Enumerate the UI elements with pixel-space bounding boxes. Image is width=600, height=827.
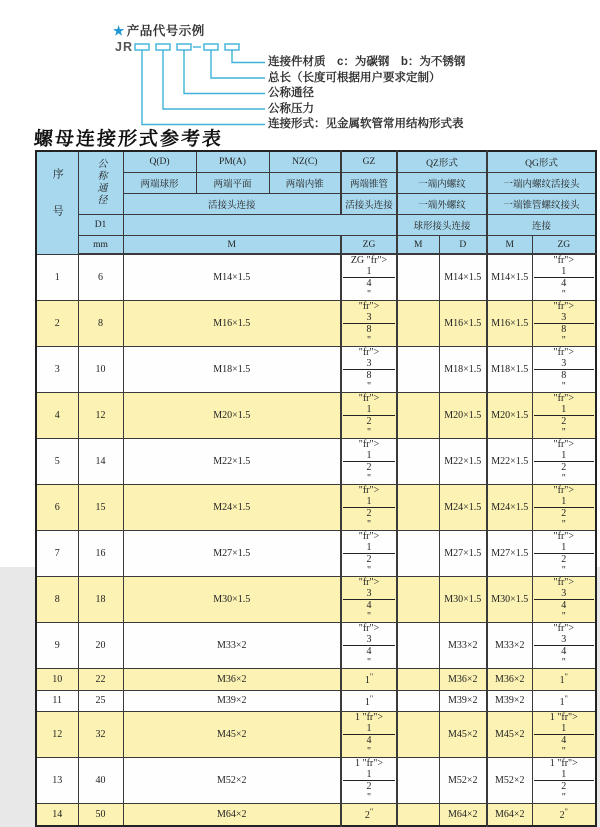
row-qz-d: M30×1.5 [439,577,487,623]
table-row [36,623,596,669]
header-unit-qg-zg: ZG [532,236,596,255]
header-code-qz: QZ形式 [397,151,487,173]
row-zg: "fr"> 3 4 " [341,577,397,623]
row-m: M24×1.5 [123,485,341,531]
header-ends-qg: 一端内螺纹活接头 [487,173,596,194]
row-qg-zg: "fr"> 3 4 " [532,577,596,623]
row-dn: 14 [78,439,123,485]
row-zg: 1 "fr"> 1 2 " [341,758,397,804]
row-dn: 32 [78,712,123,758]
row-m: M30×1.5 [123,577,341,623]
row-dn: 15 [78,485,123,531]
row-qg-zg: 1" [532,669,596,691]
row-no: 7 [36,531,78,577]
diagram-heading-text: 产品代号示例 [126,24,205,38]
header-d1: D1 [78,215,123,236]
row-no: 3 [36,347,78,393]
header-conn-qg: 一端锥管螺纹接头 [487,194,596,215]
row-no: 1 [36,254,78,301]
header-ends-qd: 两端球形 [123,173,196,194]
row-m: M64×2 [123,804,341,826]
row-qg-zg: "fr"> 1 4 " [532,254,596,301]
row-qz-d: M64×2 [439,804,487,826]
row-qg-m: M16×1.5 [487,301,532,347]
table-row [36,301,596,347]
row-zg: "fr"> 1 2 " [341,439,397,485]
header-seq [36,151,78,254]
row-qz-m [397,623,439,669]
row-zg: "fr"> 1 2 " [341,531,397,577]
row-qg-zg: "fr"> 3 8 " [532,347,596,393]
table-row [36,485,596,531]
row-qg-m: M52×2 [487,758,532,804]
row-no: 10 [36,669,78,691]
row-qz-d: M20×1.5 [439,393,487,439]
row-zg: ZG "fr"> 1 4 " [341,254,397,301]
row-dn: 18 [78,577,123,623]
header-code-qg: QG形式 [487,151,596,173]
row-qz-d: M24×1.5 [439,485,487,531]
header-mm: mm [78,236,123,255]
row-qz-m [397,804,439,826]
row-m: M33×2 [123,623,341,669]
header-ends-gz: 两端锥管 [341,173,397,194]
row-qz-m [397,758,439,804]
row-dn: 25 [78,690,123,712]
row-qg-m: M14×1.5 [487,254,532,301]
code-box-1 [135,44,149,50]
header-conn-qz: 一端外螺纹 [397,194,487,215]
row-qz-d: M27×1.5 [439,531,487,577]
row-qg-zg: "fr"> 1 2 " [532,531,596,577]
callout-line-5 [142,50,265,125]
header-nominal-diameter [78,151,123,215]
row-dn: 6 [78,254,123,301]
header-ends-pma: 两端平面 [196,173,269,194]
table-row [36,254,596,301]
row-zg: "fr"> 1 2 " [341,393,397,439]
row-qg-zg: "fr"> 1 2 " [532,439,596,485]
callout-line-3 [184,50,265,94]
row-qg-m: M30×1.5 [487,577,532,623]
table-row [36,393,596,439]
table-row [36,712,596,758]
table-row [36,669,596,691]
header-code-pma: PM(A) [196,151,269,173]
star-icon: ★ [113,24,125,38]
code-box-4 [204,44,218,50]
row-qg-m: M36×2 [487,669,532,691]
row-qz-m [397,485,439,531]
row-qz-m [397,301,439,347]
row-qz-d: M14×1.5 [439,254,487,301]
row-qz-m [397,254,439,301]
row-no: 13 [36,758,78,804]
row-zg: "fr"> 3 8 " [341,301,397,347]
row-m: M22×1.5 [123,439,341,485]
row-qg-zg: "fr"> 3 8 " [532,301,596,347]
row-zg: "fr"> 1 2 " [341,485,397,531]
row-qz-d: M16×1.5 [439,301,487,347]
row-qg-m: M45×2 [487,712,532,758]
header-connection: 连接 [487,215,596,236]
row-zg: 2" [341,804,397,826]
row-qg-zg: 2" [532,804,596,826]
header-unit-m: M [123,236,341,255]
callout-line-4 [163,50,265,109]
row-zg: 1 "fr"> 1 4 " [341,712,397,758]
row-qz-d: M39×2 [439,690,487,712]
table-row [36,439,596,485]
table-row [36,577,596,623]
row-m: M52×2 [123,758,341,804]
product-code-prefix: JR [115,40,133,54]
callout-label-diameter: 公称通径 [268,87,314,99]
nut-connection-reference-table [35,150,597,827]
row-qz-d: M22×1.5 [439,439,487,485]
table-row [36,804,596,826]
row-no: 14 [36,804,78,826]
header-ball-joint-connection: 球形接头连接 [397,215,487,236]
row-qz-d: M52×2 [439,758,487,804]
callout-label-pressure: 公称压力 [268,102,314,115]
row-zg: 1" [341,690,397,712]
row-qg-zg: "fr"> 1 2 " [532,393,596,439]
table-row [36,758,596,804]
row-no: 9 [36,623,78,669]
row-qg-m: M18×1.5 [487,347,532,393]
row-qg-m: M39×2 [487,690,532,712]
code-box-2 [156,44,170,50]
row-m: M20×1.5 [123,393,341,439]
row-m: M45×2 [123,712,341,758]
header-nominal-text: 公称通径 [95,157,106,206]
row-qz-d: M33×2 [439,623,487,669]
header-code-qd: Q(D) [123,151,196,173]
row-qz-m [397,531,439,577]
callout-label-connection: 连接形式：见金属软管常用结构形式表 [268,118,464,130]
row-qg-zg: "fr"> 1 2 " [532,485,596,531]
header-code-gz: GZ [341,151,397,173]
table-row [36,347,596,393]
row-dn: 20 [78,623,123,669]
row-qz-m [397,439,439,485]
row-zg: "fr"> 3 8 " [341,347,397,393]
table-header [36,151,596,254]
row-qz-m [397,669,439,691]
callout-label-material: 连接件材质 c：为碳钢 b：为不锈钢 [268,56,466,68]
row-qz-d: M45×2 [439,712,487,758]
row-m: M18×1.5 [123,347,341,393]
diagram-heading [113,21,205,39]
table-title: 螺母连接形式参考表 [33,129,224,150]
table-row [36,531,596,577]
row-m: M16×1.5 [123,301,341,347]
row-qz-d: M18×1.5 [439,347,487,393]
row-qg-zg: 1" [532,690,596,712]
row-no: 11 [36,690,78,712]
row-no: 4 [36,393,78,439]
row-m: M36×2 [123,669,341,691]
row-qg-zg: "fr"> 3 4 " [532,623,596,669]
header-conn-union: 活接头连接 [123,194,341,215]
header-unit-qz-d: D [439,236,487,255]
row-qg-m: M24×1.5 [487,485,532,531]
table-row [36,690,596,712]
header-ends-nzc: 两端内锥 [269,173,341,194]
row-dn: 16 [78,531,123,577]
callout-line-2 [211,50,265,78]
row-no: 5 [36,439,78,485]
code-box-5 [225,44,239,50]
row-qg-m: M33×2 [487,623,532,669]
header-unit-zg: ZG [341,236,397,255]
row-qz-m [397,347,439,393]
row-no: 6 [36,485,78,531]
row-qz-m [397,712,439,758]
row-dn: 40 [78,758,123,804]
row-dn: 10 [78,347,123,393]
row-no: 8 [36,577,78,623]
row-dn: 8 [78,301,123,347]
row-qz-m [397,393,439,439]
row-qg-m: M20×1.5 [487,393,532,439]
header-ends-qz: 一端内螺纹 [397,173,487,194]
header-code-nzc: NZ(C) [269,151,341,173]
callout-line-1 [232,50,265,63]
table-body [36,254,596,826]
row-qg-m: M22×1.5 [487,439,532,485]
row-zg: 1" [341,669,397,691]
header-unit-qg-m: M [487,236,532,255]
row-qg-m: M64×2 [487,804,532,826]
header-conn-gz: 活接头连接 [341,194,397,215]
row-zg: "fr"> 3 4 " [341,623,397,669]
header-seq-text: 序号 [51,168,64,243]
code-box-3 [177,44,191,50]
row-qz-m [397,577,439,623]
row-no: 12 [36,712,78,758]
header-unit-qz-m: M [397,236,439,255]
row-qg-m: M27×1.5 [487,531,532,577]
row-dn: 22 [78,669,123,691]
row-m: M14×1.5 [123,254,341,301]
header-blank-cell [123,215,397,236]
row-qz-d: M36×2 [439,669,487,691]
row-qg-zg: 1 "fr"> 1 2 " [532,758,596,804]
row-qz-m [397,690,439,712]
row-m: M39×2 [123,690,341,712]
row-qg-zg: 1 "fr"> 1 4 " [532,712,596,758]
callout-label-length: 总长（长度可根据用户要求定制） [268,71,441,84]
row-m: M27×1.5 [123,531,341,577]
row-dn: 12 [78,393,123,439]
row-no: 2 [36,301,78,347]
row-dn: 50 [78,804,123,826]
